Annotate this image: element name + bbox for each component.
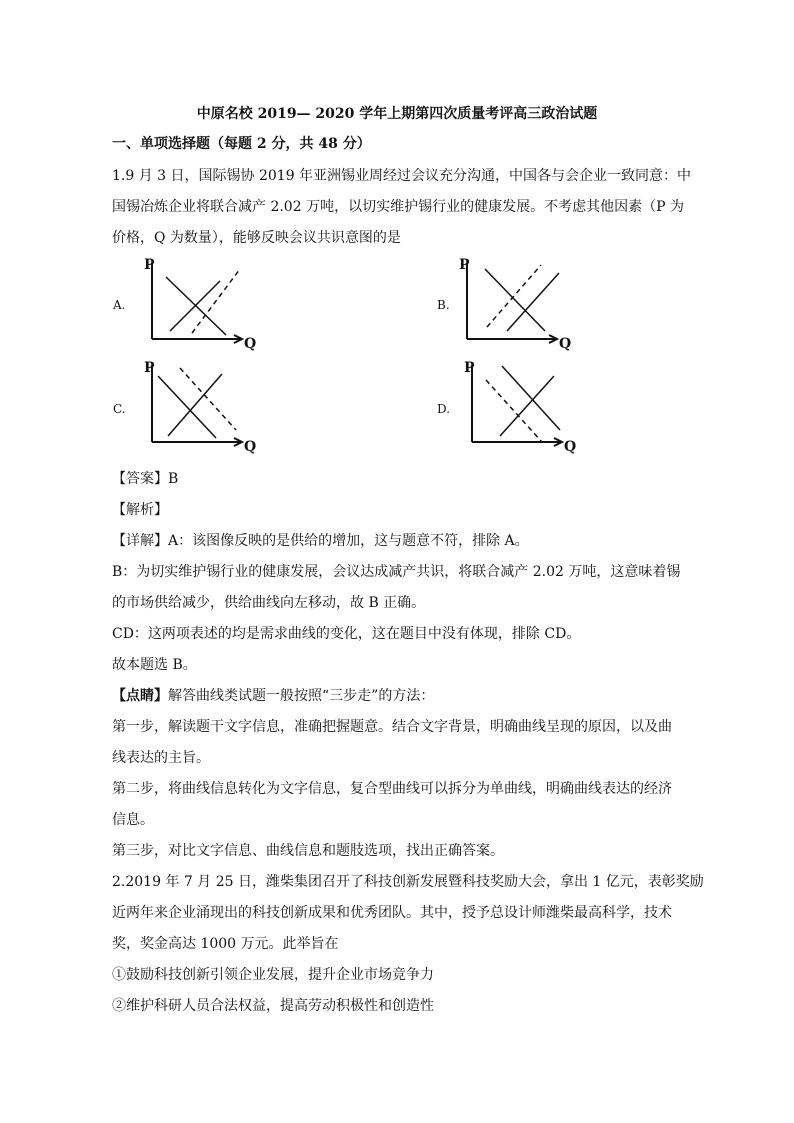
question-1-line-3: 价格，Q 为数量），能够反映会议共识意图的是 <box>112 230 401 246</box>
option-b-label: B. <box>437 298 450 312</box>
question-2-line-1: 2.2019 年 7 月 25 日，潍柴集团召开了科技创新发展暨科技奖励大会，拿出 1 亿元，表彰奖励 <box>112 874 704 890</box>
detail-text: A：该图像反映的是供给的增加，这与题意不符，排除 A。 <box>168 533 529 549</box>
section-heading: 一、单项选择题（每题 2 分，共 48 分） <box>112 136 371 152</box>
option-a-graph <box>140 255 270 355</box>
detail-line-5: 故本题选 B。 <box>112 657 197 673</box>
question-2-choice-2: ②维护科研人员合法权益，提高劳动积极性和创造性 <box>112 998 434 1014</box>
shifted-curve <box>180 368 236 430</box>
supply-curve <box>507 273 559 331</box>
tip-line-2: 第一步，解读题干文字信息，准确把握题意。结合文字背景，明确曲线呈现的原因，以及曲 <box>112 719 672 735</box>
p-axis-label: P <box>144 257 155 273</box>
option-d-label: D. <box>437 402 451 416</box>
option-c-graph <box>140 358 270 458</box>
p-axis-label: P <box>464 360 475 376</box>
option-b-graph <box>455 255 585 355</box>
shifted-curve <box>486 380 542 442</box>
question-1-line-1: 1.9 月 3 日，国际锡协 2019 年亚洲锡业周经过会议充分沟通，中国各与会企业一致同意：中 <box>112 168 692 184</box>
analysis-heading: 【解析】 <box>112 502 168 518</box>
q-axis-arrow <box>152 438 242 446</box>
supply-curve <box>168 374 222 436</box>
q-axis-arrow <box>467 335 557 343</box>
answer-line: 【答案】B <box>112 471 179 487</box>
supply-curve <box>500 376 554 436</box>
q-axis-arrow <box>472 438 562 446</box>
page-title: 中原名校 2019— 2020 学年上期第四次质量考评高三政治试题 <box>196 106 598 122</box>
demand-curve <box>502 366 560 430</box>
tip-line-4: 第二步，将曲线信息转化为文字信息，复合型曲线可以拆分为单曲线，明确曲线表达的经济 <box>112 781 672 797</box>
option-d-graph <box>460 358 590 458</box>
q-axis-label: Q <box>564 439 577 455</box>
question-2-line-2: 近两年来企业涌现出的科技创新成果和优秀团队。其中，授予总设计师潍柴最高科学，技术 <box>112 905 672 921</box>
q-axis-label: Q <box>244 336 257 352</box>
option-a-label: A. <box>113 298 126 312</box>
p-axis-label: P <box>459 257 470 273</box>
detail-line-4: CD：这两项表述的均是需求曲线的变化，这在题目中没有体现，排除 CD。 <box>112 626 581 642</box>
tip-line-3: 线表达的主旨。 <box>112 750 210 766</box>
p-axis-label: P <box>144 360 155 376</box>
tip-line-1 <box>112 685 687 705</box>
tip-label: 【点睛】 <box>112 688 168 704</box>
detail-label: 【详解】 <box>112 533 168 549</box>
question-2-choice-1: ①鼓励科技创新引领企业发展，提升企业市场竞争力 <box>112 967 434 983</box>
option-c-label: C. <box>113 402 126 416</box>
q-axis-arrow <box>152 335 242 343</box>
q-axis-label: Q <box>559 336 572 352</box>
tip-line-6: 第三步，对比文字信息、曲线信息和题肢选项，找出正确答案。 <box>112 843 504 859</box>
question-2-line-3: 奖，奖金高达 1000 万元。此举旨在 <box>112 936 339 952</box>
detail-line-3: 的市场供给减少，供给曲线向左移动，故 B 正确。 <box>112 595 426 611</box>
tip-line-5: 信息。 <box>112 812 154 828</box>
question-1-line-2: 国锡冶炼企业将联合减产 2.02 万吨，以切实维护锡行业的健康发展。不考虑其他因素（P 为 <box>112 199 684 215</box>
detail-line-2: B：为切实维护锡行业的健康发展，会议达成减产共识，将联合减产 2.02 万吨，这意味着锡 <box>112 564 681 580</box>
detail-line-1 <box>112 530 687 550</box>
tip-text: 解答曲线类试题一般按照“三步走”的方法： <box>168 688 435 704</box>
demand-curve <box>158 376 216 438</box>
q-axis-label: Q <box>244 439 257 455</box>
